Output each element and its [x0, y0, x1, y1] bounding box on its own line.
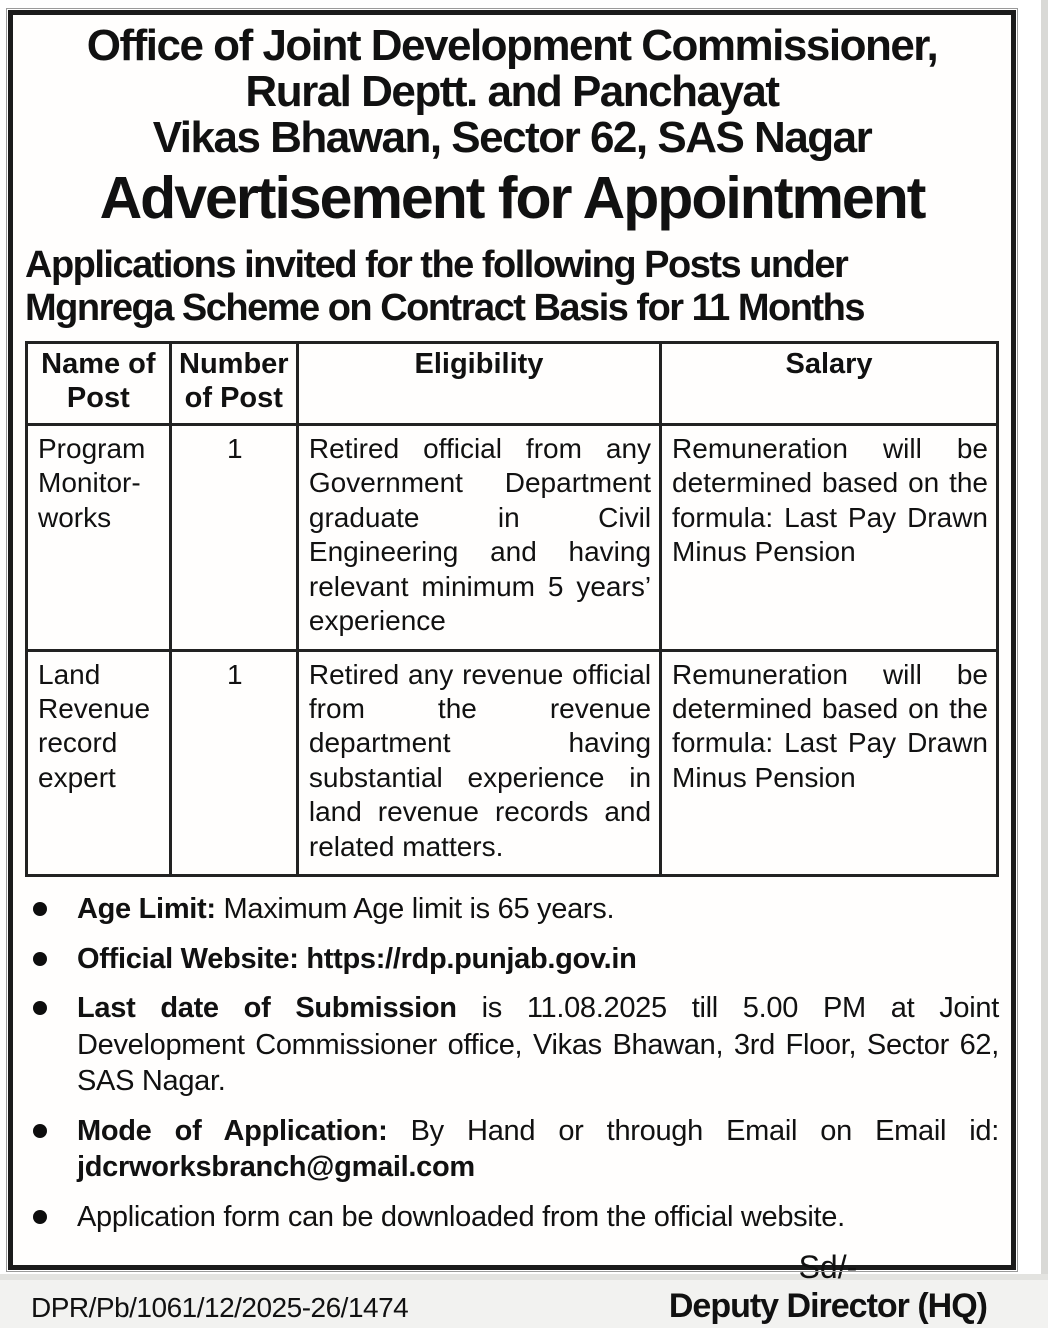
- list-item-official-website: [33, 941, 999, 978]
- dpr-reference-number: DPR/Pb/1061/12/2025-26/1474: [31, 1291, 409, 1323]
- application-form-text: [77, 1199, 999, 1236]
- application-form-value: Application form can be downloaded from the official website.: [77, 1200, 845, 1233]
- post-salary-cell: Remuneration will be determined based on the formula: Last Pay Drawn Minus Pension: [661, 650, 998, 876]
- table-header-row: [27, 343, 998, 425]
- signatory-designation: Deputy Director (HQ): [668, 1286, 987, 1325]
- signature-block: [669, 1248, 987, 1325]
- mode-of-application-text: [77, 1113, 999, 1186]
- scan-edge-artifact-right: [1041, 0, 1048, 1280]
- bullet-icon: [33, 1210, 47, 1224]
- official-website-text: [77, 941, 999, 978]
- advertisement-frame: [8, 10, 1016, 1325]
- post-salary-cell: Remuneration will be determined based on the formula: Last Pay Drawn Minus Pension: [661, 424, 998, 650]
- mode-of-application-value: By Hand or through Email on Email id:: [387, 1114, 999, 1147]
- bullet-icon: [33, 952, 47, 966]
- notes-list: [25, 891, 999, 1235]
- post-name-cell: Land Revenue record expert: [27, 650, 171, 876]
- subtitle-line1: Applications invited for the following Posts under: [25, 244, 848, 287]
- table-row: [27, 424, 998, 650]
- post-number-cell: 1: [170, 650, 297, 876]
- org-name-line1: Office of Joint Development Commissioner,: [86, 21, 938, 70]
- age-limit-label: Age Limit:: [77, 893, 216, 926]
- column-header-name-of-post: Name of Post: [27, 343, 171, 425]
- bullet-icon: [33, 902, 47, 916]
- advertisement-title: Advertisement for Appointment: [99, 165, 925, 232]
- org-address-line: Vikas Bhawan, Sector 62, SAS Nagar: [152, 112, 872, 162]
- post-eligibility-cell: Retired any revenue official from the revenue department having substantial experience in land revenue records and related matters.: [297, 650, 660, 876]
- mode-of-application-label: Mode of Application:: [77, 1114, 388, 1147]
- last-date-text: [77, 990, 999, 1100]
- column-header-eligibility: Eligibility: [297, 343, 660, 425]
- posts-table: [25, 341, 999, 877]
- subtitle-line2: Mgnrega Scheme on Contract Basis for 11 Months: [25, 286, 864, 329]
- column-header-number-of-post: Number of Post: [170, 343, 297, 425]
- post-eligibility-cell: Retired official from any Government Department graduate in Civil Engineering and having relevant minimum 5 years’ experience: [297, 424, 660, 650]
- bullet-icon: [33, 1001, 47, 1015]
- sd-signature: Sd/-: [798, 1249, 858, 1286]
- last-date-label: Last date of Submission: [77, 992, 457, 1025]
- footer: [25, 1248, 999, 1327]
- list-item-last-date: [33, 990, 999, 1100]
- list-item-application-form: [33, 1199, 999, 1236]
- post-name-cell: Program Monitor-works: [27, 424, 171, 650]
- application-email: jdcrworksbranch@gmail.com: [77, 1151, 475, 1184]
- official-website-url: Official Website: https://rdp.punjab.gov.in: [77, 942, 637, 975]
- header: [25, 23, 999, 329]
- age-limit-value: Maximum Age limit is 65 years.: [215, 893, 615, 926]
- table-row: [27, 650, 998, 876]
- post-number-cell: 1: [170, 424, 297, 650]
- last-date-value: is 11.08.2025 till 5.00 PM at Joint Development Commissioner office, Vikas Bhawan, 3rd Floor, Sector 62, SAS Nagar.: [77, 992, 999, 1098]
- bullet-icon: [33, 1124, 47, 1138]
- list-item-age-limit: [33, 891, 999, 928]
- column-header-salary: Salary: [661, 343, 998, 425]
- list-item-mode-of-application: [33, 1113, 999, 1186]
- age-limit-text: [77, 891, 999, 928]
- advertisement-subtitle: [25, 244, 999, 329]
- org-name-line2: Rural Deptt. and Panchayat: [245, 66, 779, 116]
